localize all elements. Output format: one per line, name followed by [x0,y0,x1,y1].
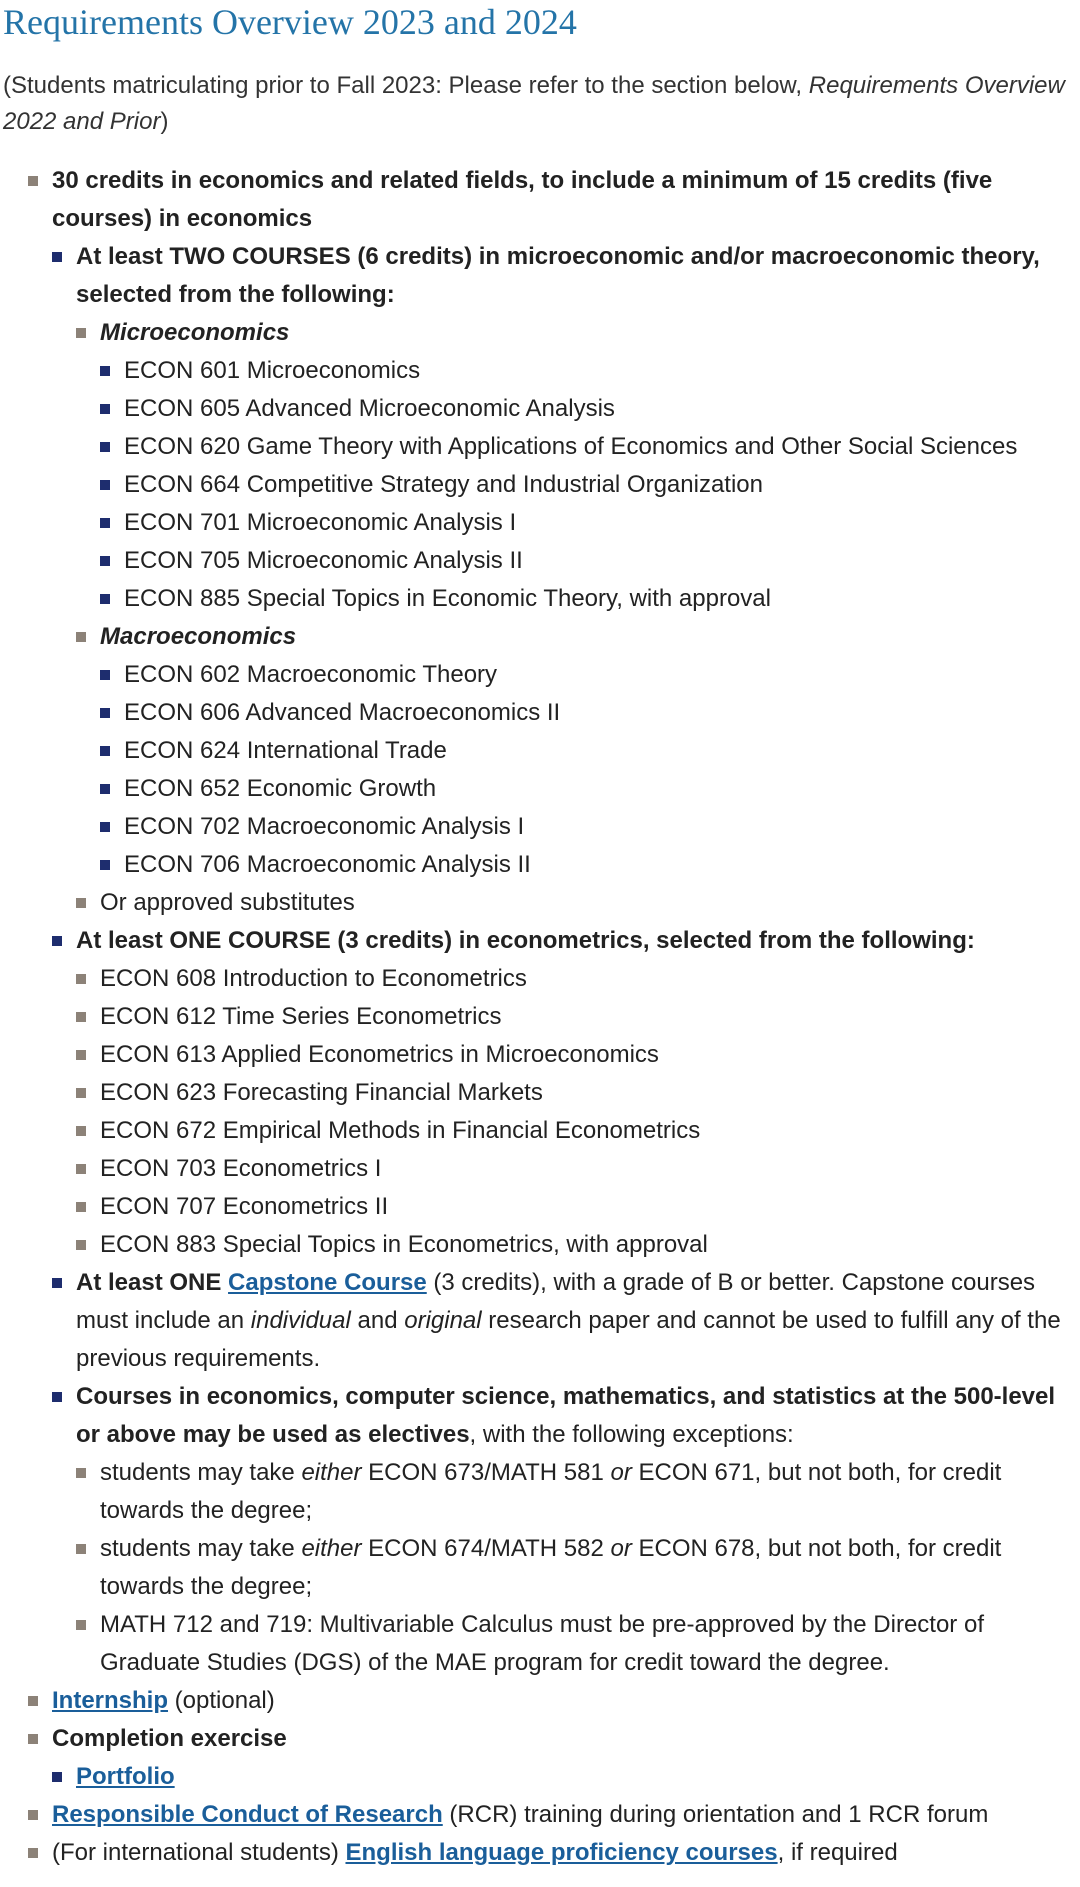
list-item: ECON 613 Applied Econometrics in Microeconomics [3,1036,1080,1074]
portfolio-item [3,1758,1080,1796]
list-item: ECON 701 Microeconomic Analysis I [3,504,1080,542]
substitutes-item: Or approved substitutes [3,884,1080,922]
internship-item: Internship (optional) [3,1682,1080,1720]
credits-sublist [3,238,1080,1682]
econometrics-course-list [3,960,1080,1264]
list-item: ECON 883 Special Topics in Econometrics, with approval [3,1226,1080,1264]
prior-requirements-reference: Requirements Overview 2022 and Prior [3,72,1065,135]
list-item: ECON 605 Advanced Microeconomic Analysis [3,390,1080,428]
theory-sublist [3,314,1080,922]
list-item: ECON 672 Empirical Methods in Financial Econometrics [3,1112,1080,1150]
list-item: ECON 624 International Trade [3,732,1080,770]
list-item: ECON 702 Macroeconomic Analysis I [3,808,1080,846]
exception-item: students may take either ECON 674/MATH 582 or ECON 678, but not both, for credit towards the degree; [3,1530,1080,1606]
list-item: ECON 601 Microeconomics [3,352,1080,390]
list-item: ECON 885 Special Topics in Economic Theory, with approval [3,580,1080,618]
macro-label: Macroeconomics [100,623,297,650]
econometrics-heading: At least ONE COURSE (3 credits) in econometrics, selected from the following: [76,927,975,954]
credits-heading: 30 credits in economics and related fields, to include a minimum of 15 credits (five courses) in economics [52,167,993,232]
list-item: ECON 623 Forecasting Financial Markets [3,1074,1080,1112]
list-item: ECON 652 Economic Growth [3,770,1080,808]
electives-heading: Courses in economics, computer science, mathematics, and statistics at the 500-level or above may be used as electives [76,1383,1056,1448]
micro-group [3,314,1080,618]
rcr-link[interactable]: Responsible Conduct of Research [52,1801,443,1828]
intro-note: (Students matriculating prior to Fall 2023: Please refer to the section below, Requirements Overview 2022 and Prior) [3,72,1065,135]
micro-label: Microeconomics [100,319,290,346]
list-item: ECON 606 Advanced Macroeconomics II [3,694,1080,732]
electives-requirement: Courses in economics, computer science, mathematics, and statistics at the 500-level or above may be used as electives, with the following exceptions: students may take either ECON 673/MATH 581 or ECON 671, but not both, for credit towards the degree; students may take either ECON 674/MATH 582 or ECON 678, but not both, for credit towards the degree; MATH 712 and 719: Multivariable Calculus must be pre-approved by the Director of Graduate Studies (DGS) of the MAE program for credit toward the degree. [3,1378,1080,1682]
capstone-course-link[interactable]: Capstone Course [228,1269,427,1296]
english-item: (For international students) English language proficiency courses, if required [3,1834,1080,1872]
list-item: ECON 664 Competitive Strategy and Industrial Organization [3,466,1080,504]
list-item: ECON 608 Introduction to Econometrics [3,960,1080,998]
exception-item: MATH 712 and 719: Multivariable Calculus must be pre-approved by the Director of Graduate Studies (DGS) of the MAE program for credit toward the degree. [3,1606,1080,1682]
requirements-list [3,162,1080,1872]
micro-course-list [3,352,1080,618]
list-item: ECON 703 Econometrics I [3,1150,1080,1188]
list-item: ECON 705 Microeconomic Analysis II [3,542,1080,580]
completion-heading: Completion exercise [52,1725,287,1752]
rcr-item: Responsible Conduct of Research (RCR) training during orientation and 1 RCR forum [3,1796,1080,1834]
list-item: ECON 612 Time Series Econometrics [3,998,1080,1036]
completion-item [3,1720,1080,1796]
capstone-requirement: At least ONE Capstone Course (3 credits), with a grade of B or better. Capstone courses must include an individual and original research paper and cannot be used to fulfill any of the previous requirements. [3,1264,1080,1378]
page-title: Requirements Overview 2023 and 2024 [3,2,577,42]
internship-link[interactable]: Internship [52,1687,169,1714]
exception-item: students may take either ECON 673/MATH 581 or ECON 671, but not both, for credit towards the degree; [3,1454,1080,1530]
portfolio-link[interactable]: Portfolio [76,1763,175,1790]
theory-heading: At least TWO COURSES (6 credits) in microeconomic and/or macroeconomic theory, selected from the following: [76,243,1040,308]
credits-requirement [3,162,1080,1682]
list-item: ECON 706 Macroeconomic Analysis II [3,846,1080,884]
theory-requirement [3,238,1080,922]
macro-group [3,618,1080,884]
macro-course-list [3,656,1080,884]
electives-exceptions-list [3,1454,1080,1682]
list-item: ECON 707 Econometrics II [3,1188,1080,1226]
completion-sublist [3,1758,1080,1796]
list-item: ECON 620 Game Theory with Applications of Economics and Other Social Sciences [3,428,1080,466]
econometrics-requirement [3,922,1080,1264]
list-item: ECON 602 Macroeconomic Theory [3,656,1080,694]
english-proficiency-link[interactable]: English language proficiency courses [345,1839,778,1866]
